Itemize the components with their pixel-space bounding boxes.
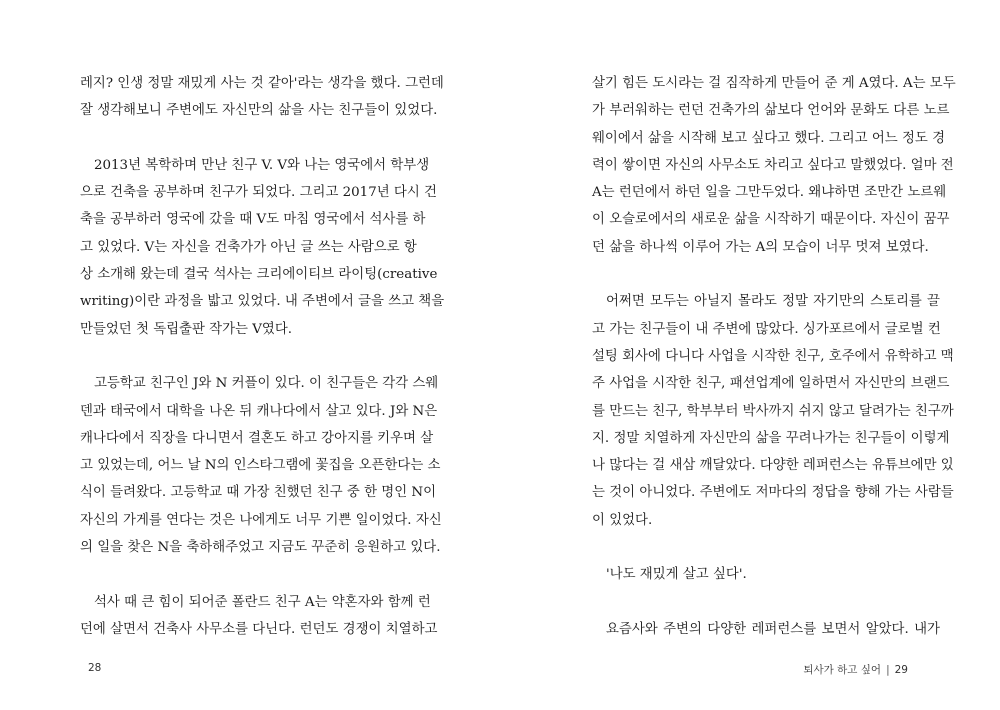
text-line: 어쩌면 모두는 아닐지 몰라도 정말 자기만의 스토리를 끌: [606, 294, 940, 310]
paragraph-gap: [80, 343, 414, 370]
text-line: 이 오슬로에서의 새로운 삶을 시작하기 때문이다. 자신이 꿈꾸: [592, 212, 950, 228]
text-line: 2013년 복학하며 만난 친구 V. V와 나는 영국에서 학부생: [94, 157, 430, 173]
text-line: writing)이란 과정을 밟고 있었다. 내 주변에서 글을 쓰고 책을: [80, 294, 445, 310]
text-line: 고 가는 친구들이 내 주변에 많았다. 싱가포르에서 글로벌 컨: [592, 321, 941, 337]
text-line: 캐나다에서 직장을 다니면서 결혼도 하고 강아지를 키우며 살: [80, 430, 434, 446]
text-line: 력이 쌓이면 자신의 사무소도 차리고 싶다고 말했었다. 얼마 전: [592, 157, 954, 173]
text-line: 식이 들려왔다. 고등학교 때 가장 친했던 친구 중 한 명인 N이: [80, 485, 437, 501]
text-line: 설팅 회사에 다니다 사업을 시작한 친구, 호주에서 유학하고 맥: [592, 348, 954, 364]
text-line: 이 있었다.: [592, 512, 653, 528]
footer-separator: |: [886, 664, 890, 676]
text-line: 덴과 태국에서 대학을 나온 뒤 캐나다에서 살고 있다. J와 N은: [80, 403, 438, 419]
text-line: 고 있었다. V는 자신을 건축가가 아닌 글 쓰는 사람으로 항: [80, 239, 417, 255]
text-line: 요즘사와 주변의 다양한 레퍼런스를 보면서 알았다. 내가: [606, 621, 940, 637]
text-line: 가 부러워하는 런던 건축가의 삶보다 언어와 문화도 다른 노르: [592, 103, 950, 119]
text-line: 지. 정말 치열하게 자신만의 삶을 꾸려나가는 친구들이 이렇게: [592, 430, 950, 446]
text-line: 만들었던 첫 독립출판 작가는 V였다.: [80, 321, 293, 337]
paragraph-gap: [80, 561, 414, 588]
text-line: 레지? 인생 정말 재밌게 사는 것 같아'라는 생각을 했다. 그런데: [80, 76, 444, 91]
text-line: 나 많다는 걸 새삼 깨달았다. 다양한 레퍼런스는 유튜브에만 있: [592, 458, 954, 474]
text-line: 를 만드는 친구, 학부부터 박사까지 쉬지 않고 달려가는 친구까: [592, 403, 954, 419]
right-page-footer: [803, 662, 908, 677]
text-line: 으로 건축을 공부하며 친구가 되었다. 그리고 2017년 다시 건: [80, 185, 437, 201]
right-page-body: [592, 70, 956, 643]
running-title: 퇴사가 하고 싶어: [803, 664, 882, 676]
text-line: 는 것이 아니었다. 주변에도 저마다의 정답을 향해 가는 사람들: [592, 485, 954, 501]
right-page-number: 29: [894, 664, 908, 676]
paragraph-gap: [592, 261, 940, 288]
text-line: 축을 공부하러 영국에 갔을 때 V도 마침 영국에서 석사를 하: [80, 212, 426, 228]
paragraph-gap: [592, 534, 940, 561]
left-page-number: 28: [88, 662, 102, 674]
text-line: 고등학교 친구인 J와 N 커플이 있다. 이 친구들은 각각 스웨: [94, 376, 439, 392]
text-line: 웨이에서 삶을 시작해 보고 싶다고 했다. 그리고 어느 정도 경: [592, 130, 946, 146]
text-line: 고 있었는데, 어느 날 N의 인스타그램에 꽃집을 오픈한다는 소: [80, 458, 441, 474]
paragraph-gap: [80, 125, 414, 152]
text-line: '나도 재밌게 살고 싶다'.: [606, 567, 747, 583]
text-line: 석사 때 큰 힘이 되어준 폴란드 친구 A는 약혼자와 함께 런: [94, 594, 431, 610]
text-line: 던에 살면서 건축사 사무소를 다닌다. 런던도 경쟁이 치열하고: [80, 621, 438, 637]
text-line: 잘 생각해보니 주변에도 자신만의 삶을 사는 친구들이 있었다.: [80, 103, 438, 119]
text-line: 던 삶을 하나씩 이루어 가는 A의 모습이 너무 멋져 보였다.: [592, 239, 929, 255]
text-line: 자신의 가게를 연다는 것은 나에게도 너무 기쁜 일이었다. 자신: [80, 512, 442, 528]
right-page: [500, 0, 1000, 710]
text-line: 살기 힘든 도시라는 걸 짐작하게 만들어 준 게 A였다. A는 모두: [592, 76, 956, 91]
text-line: 의 일을 찾은 N을 축하해주었고 지금도 꾸준히 응원하고 있다.: [80, 540, 441, 556]
text-line: A는 런던에서 하던 일을 그만두었다. 왜냐하면 조만간 노르웨: [592, 185, 947, 201]
left-page-body: [80, 70, 445, 643]
text-line: 주 사업을 시작한 친구, 패션업계에 일하면서 자신만의 브랜드: [592, 376, 950, 392]
text-line: 상 소개해 왔는데 결국 석사는 크리에이티브 라이팅(creative: [80, 267, 438, 283]
paragraph-gap: [592, 589, 940, 616]
